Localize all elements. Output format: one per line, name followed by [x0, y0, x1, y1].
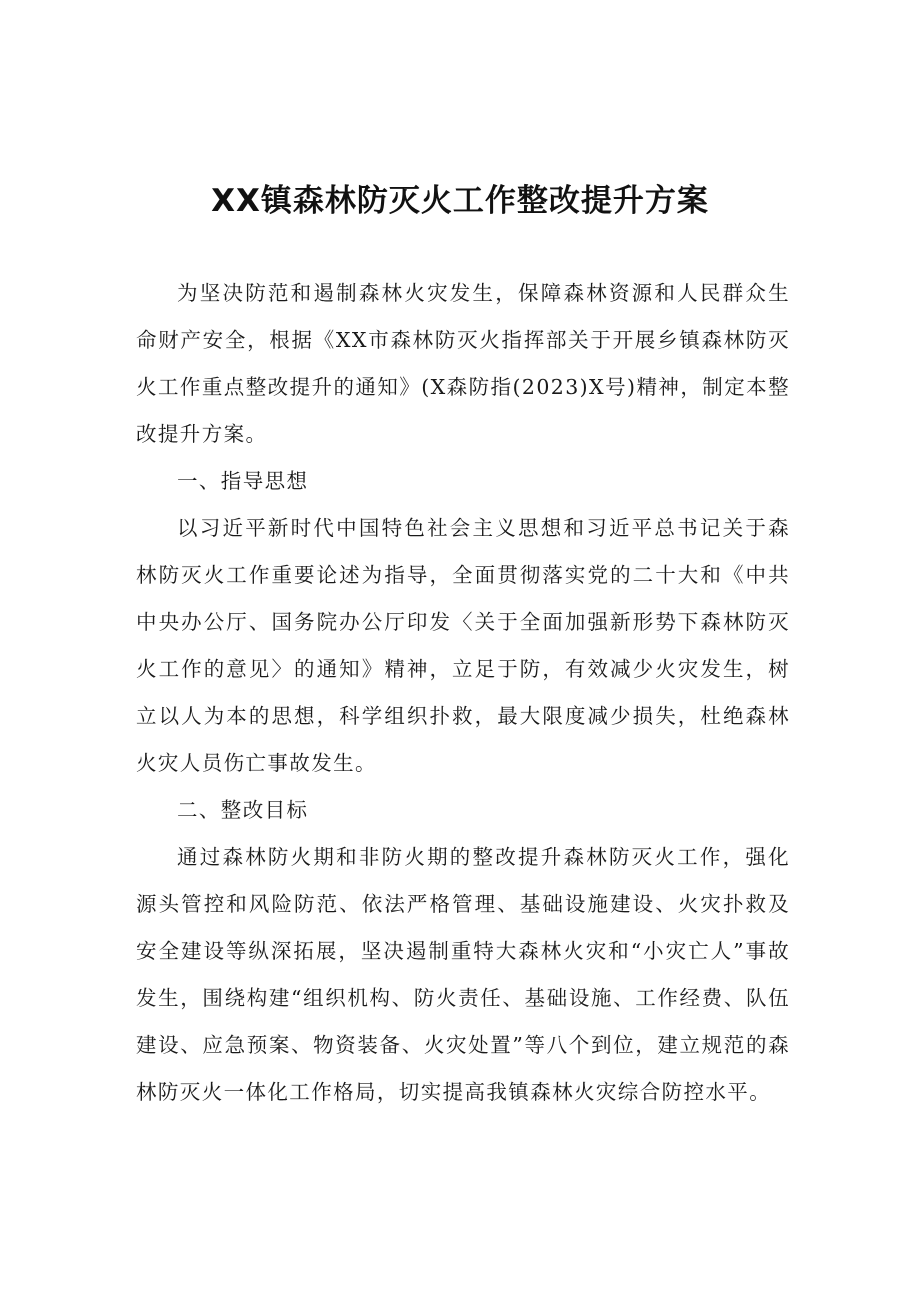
guiding-ideology-paragraph: 以习近平新时代中国特色社会主义思想和习近平总书记关于森林防灭火工作重要论述为指导，全面贯彻落实党的二十大和《中共中央办公厅、国务院办公厅印发〈关于全面加强新形势下森林防灭火工作的意见〉的通知》精神，立足于防，有效减少火灾发生，树立以人为本的思想，科学组织扑救，最大限度减少损失，杜绝森林火灾人员伤亡事故发生。 — [136, 516, 790, 775]
section-heading-rectification-goals: 二、整改目标 — [177, 798, 309, 822]
document-title: XX镇森林防灭火工作整改提升方案 — [211, 183, 709, 219]
intro-paragraph: 为坚决防范和遏制森林火灾发生，保障森林资源和人民群众生命财产安全，根据《XX市森林防灭火指挥部关于开展乡镇森林防灭火工作重点整改提升的通知》(X森防指(2023)X号)精神，制定本整改提升方案。 — [136, 281, 790, 446]
document-body — [136, 270, 790, 1116]
section-heading-guiding-ideology: 一、指导思想 — [177, 469, 309, 493]
rectification-goals-paragraph: 通过森林防火期和非防火期的整改提升森林防灭火工作，强化源头管控和风险防范、依法严格管理、基础设施建设、火灾扑救及安全建设等纵深拓展，坚决遏制重特大森林火灾和“小灾亡人”事故发生，围绕构建“组织机构、防火责任、基础设施、工作经费、队伍建设、应急预案、物资装备、火灾处置”等八个到位，建立规范的森林防灭火一体化工作格局，切实提高我镇森林火灾综合防控水平。 — [136, 845, 790, 1104]
